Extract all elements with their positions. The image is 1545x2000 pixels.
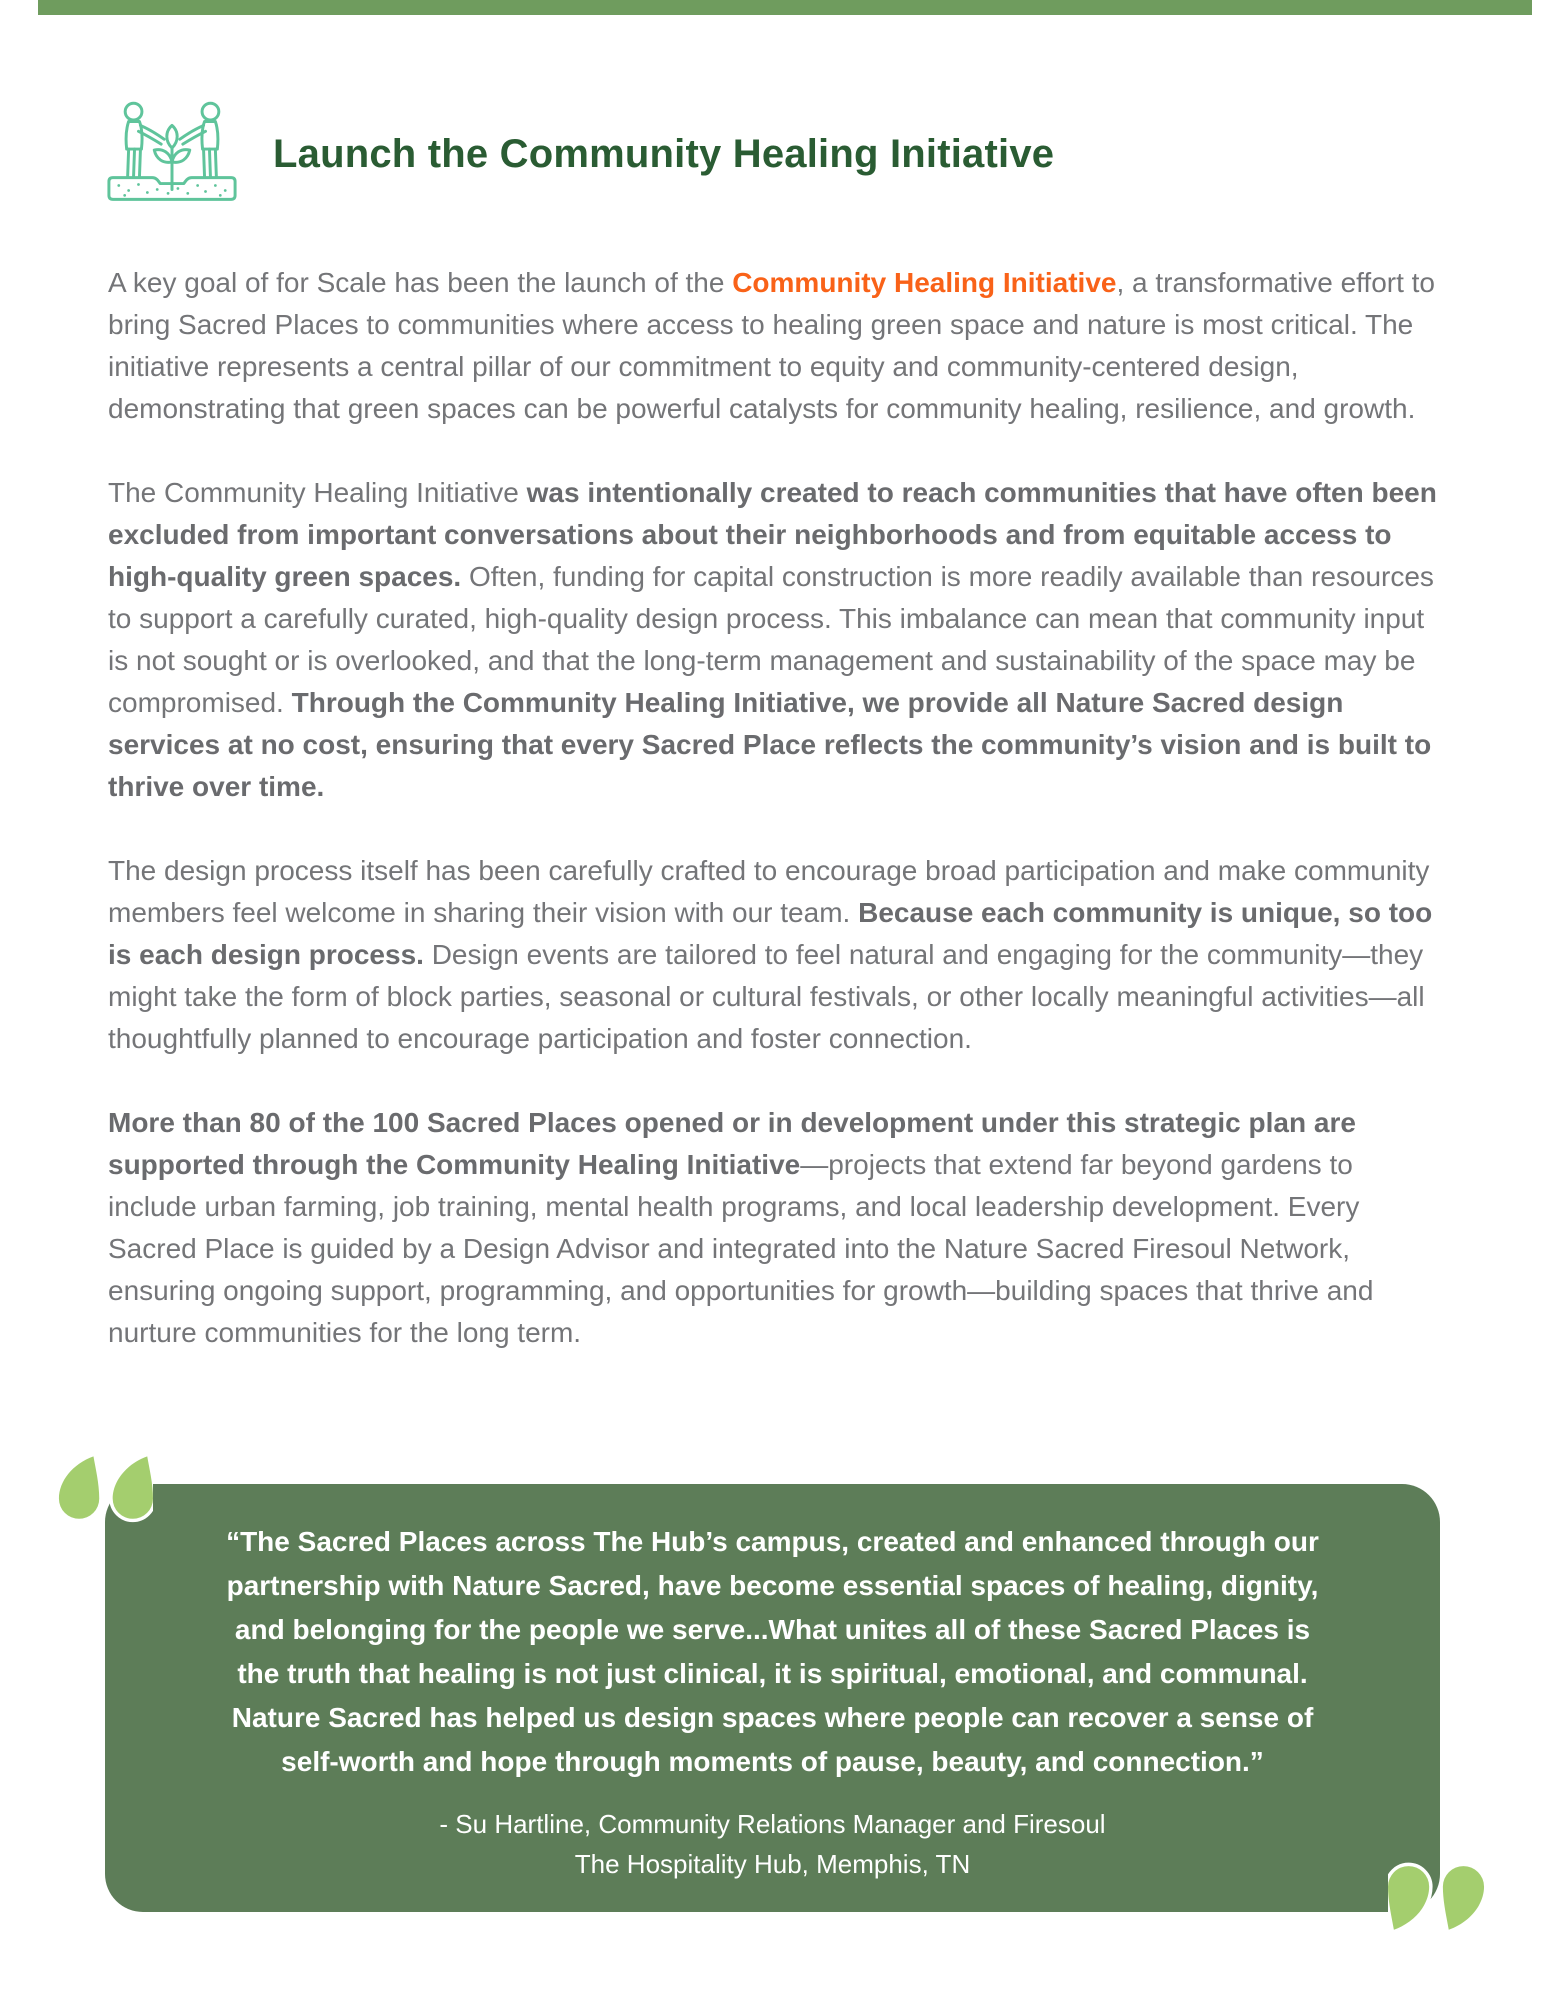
text-run: Because each community is unique, so too is each design process.	[108, 897, 1433, 970]
pull-quote	[105, 1484, 1440, 1912]
people-planting-icon	[103, 98, 241, 210]
paragraph-3	[108, 850, 1443, 1060]
text-run: Often, funding for capital construction is more readily available than resources to support a carefully curated, high-quality design process. This imbalance can mean that community input is not sought or is overlooked, and that the long-term management and sustainability of the space may be compromised.	[108, 561, 1434, 718]
quote-attribution-name: - Su Hartline, Community Relations Manager and Firesoul	[439, 1809, 1106, 1839]
quote-box	[105, 1484, 1440, 1912]
text-run: Design events are tailored to feel natural and engaging for the community—they might take the form of block parties, seasonal or cultural festivals, or other locally meaningful activities—all thoughtfully planned to encourage participation and foster connection.	[108, 939, 1425, 1054]
text-run: Community Healing Initiative	[732, 267, 1117, 298]
text-run: , a transformative effort to bring Sacred Places to communities where access to healing green space and nature is most critical. The initiative represents a central pillar of our commitment to equity and community-centered design, demonstrating that green spaces can be powerful catalysts for community healing, resilience, and growth.	[108, 267, 1435, 424]
paragraph-4	[108, 1102, 1443, 1354]
paragraph-2	[108, 472, 1443, 808]
paragraph-1	[108, 262, 1443, 430]
quote-text: “The Sacred Places across The Hub’s campus, created and enhanced through our partnership with Nature Sacred, have become essential spaces of healing, dignity, and belonging for the people we serve...What unites all of these Sacred Places is the truth that healing is not just clinical, it is spiritual, emotional, and communal. Nature Sacred has helped us design spaces where people can recover a sense of self-worth and hope through moments of pause, beauty, and connection.”	[226, 1526, 1319, 1777]
text-run: was intentionally created to reach communities that have often been excluded from important conversations about their neighborhoods and from equitable access to high-quality green spaces.	[108, 477, 1437, 592]
text-run: A key goal of for Scale has been the launch of the	[108, 267, 733, 298]
text-run: More than 80 of the 100 Sacred Places opened or in development under this strategic plan are supported through the Community Healing Initiative	[108, 1107, 1356, 1180]
text-run: The design process itself has been carefully crafted to encourage broad participation and make community members feel welcome in sharing their vision with our team.	[108, 855, 1430, 928]
quote-attribution	[217, 1804, 1328, 1884]
text-run: Through the Community Healing Initiative, we provide all Nature Sacred design services at no cost, ensuring that every Sacred Place reflects the community’s vision and is built to thrive over time.	[108, 687, 1432, 802]
opening-quote-icon	[57, 1456, 153, 1524]
body-content	[108, 262, 1443, 1396]
page-header	[103, 98, 1440, 210]
top-accent-bar	[38, 0, 1532, 15]
text-run: —projects that extend far beyond gardens to include urban farming, job training, mental health programs, and local leadership development. Every Sacred Place is guided by a Design Advisor and integrated into the Nature Sacred Firesoul Network, ensuring ongoing support, programming, and opportunities for growth—building spaces that thrive and nurture communities for the long term.	[108, 1149, 1374, 1348]
text-run: The Community Healing Initiative	[108, 477, 527, 508]
quote-attribution-org: The Hospitality Hub, Memphis, TN	[574, 1849, 971, 1879]
closing-quote-icon	[1388, 1861, 1486, 1930]
page-title: Launch the Community Healing Initiative	[273, 131, 1055, 176]
